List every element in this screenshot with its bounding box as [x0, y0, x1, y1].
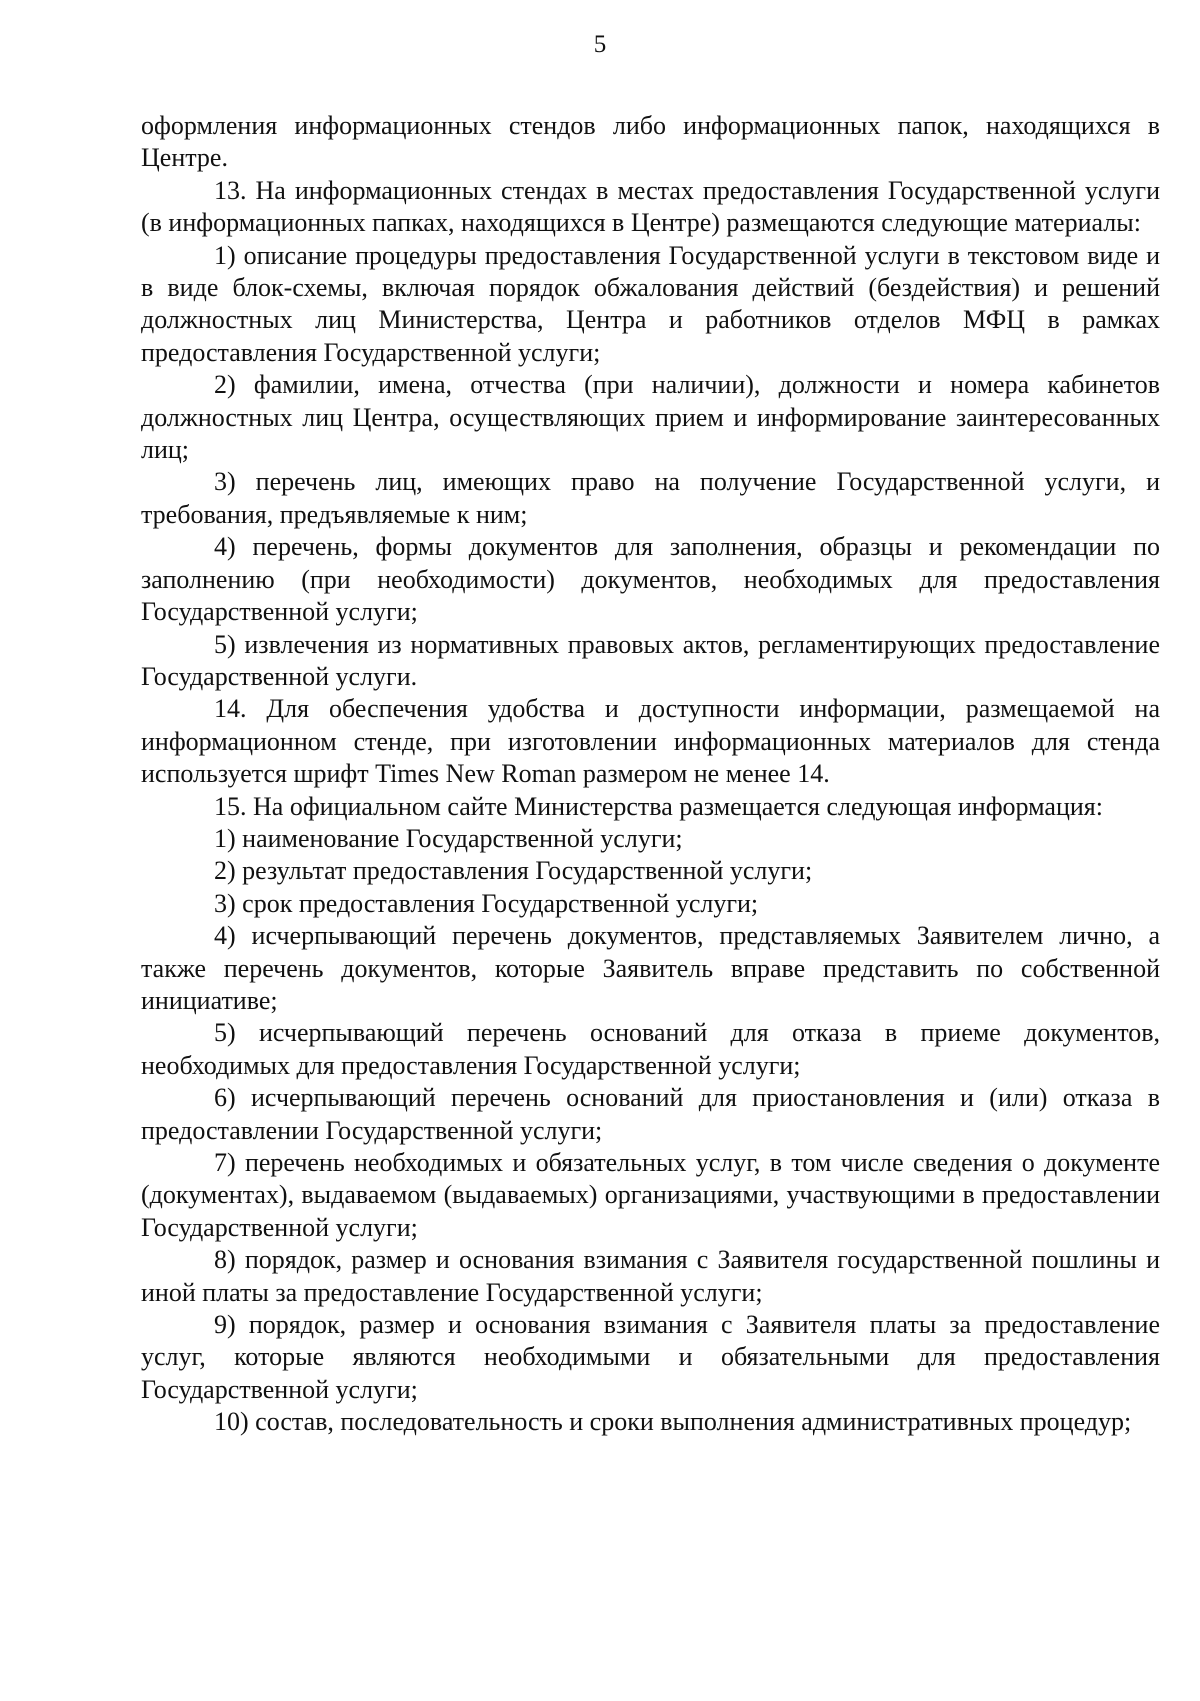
list-item: 1) описание процедуры предоставления Государственной услуги в текстовом виде и в виде блок-схемы, включая порядок обжалования действий (бездействия) и решений должностных лиц Министерства, Центра и работников отделов МФЦ в рамках предоставления Государственной услуги; [141, 240, 1160, 367]
list-item: 6) исчерпывающий перечень оснований для приостановления и (или) отказа в предоставлении Государственной услуги; [141, 1083, 1160, 1145]
list-item: 3) перечень лиц, имеющих право на получение Государственной услуги, и требования, предъявляемые к ним; [141, 467, 1160, 529]
list-item: 5) исчерпывающий перечень оснований для отказа в приеме документов, необходимых для предоставления Государственной услуги; [141, 1018, 1160, 1080]
document-body [141, 110, 1160, 1439]
page-number: 5 [593, 31, 607, 58]
paragraph-continuation: оформления информационных стендов либо информационных папок, находящихся в Центре. [141, 111, 1160, 173]
paragraph-item-13: 13. На информационных стендах в местах предоставления Государственной услуги (в информационных папках, находящихся в Центре) размещаются следующие материалы: [141, 175, 1160, 238]
list-item: 8) порядок, размер и основания взимания с Заявителя государственной пошлины и иной платы за предоставление Государственной услуги; [141, 1245, 1160, 1307]
list-item: 3) срок предоставления Государственной услуги; [214, 888, 759, 918]
paragraph-item-14: 14. Для обеспечения удобства и доступности информации, размещаемой на информационном стенде, при изготовлении информационных материалов для стенда используется шрифт Times New Roman размером не менее 14. [141, 694, 1160, 789]
list-item: 4) перечень, формы документов для заполнения, образцы и рекомендации по заполнению (при необходимости) документов, необходимых для предоставления Государственной услуги; [141, 532, 1160, 627]
list-item: 2) фамилии, имена, отчества (при наличии), должности и номера кабинетов должностных лиц Центра, осуществляющих прием и информирование заинтересованных лиц; [141, 370, 1160, 465]
list-item: 10) состав, последовательность и сроки выполнения административных процедур; [214, 1407, 1132, 1437]
paragraph-item-15: 15. На официальном сайте Министерства размещается следующая информация: [214, 791, 1103, 821]
list-item: 2) результат предоставления Государственной услуги; [214, 856, 813, 886]
list-item: 7) перечень необходимых и обязательных услуг, в том числе сведения о документе (документах), выдаваемом (выдаваемых) организациями, участвующими в предоставлении Государственной услуги; [141, 1148, 1160, 1242]
list-item: 5) извлечения из нормативных правовых актов, регламентирующих предоставление Государственной услуги. [141, 629, 1160, 691]
list-item: 9) порядок, размер и основания взимания с Заявителя платы за предоставление услуг, которые являются необходимыми и обязательными для предоставления Государственной услуги; [141, 1310, 1160, 1404]
list-item: 4) исчерпывающий перечень документов, представляемых Заявителем лично, а также перечень документов, которые Заявитель вправе представить по собственной инициативе; [141, 921, 1160, 1015]
list-item: 1) наименование Государственной услуги; [214, 823, 683, 853]
